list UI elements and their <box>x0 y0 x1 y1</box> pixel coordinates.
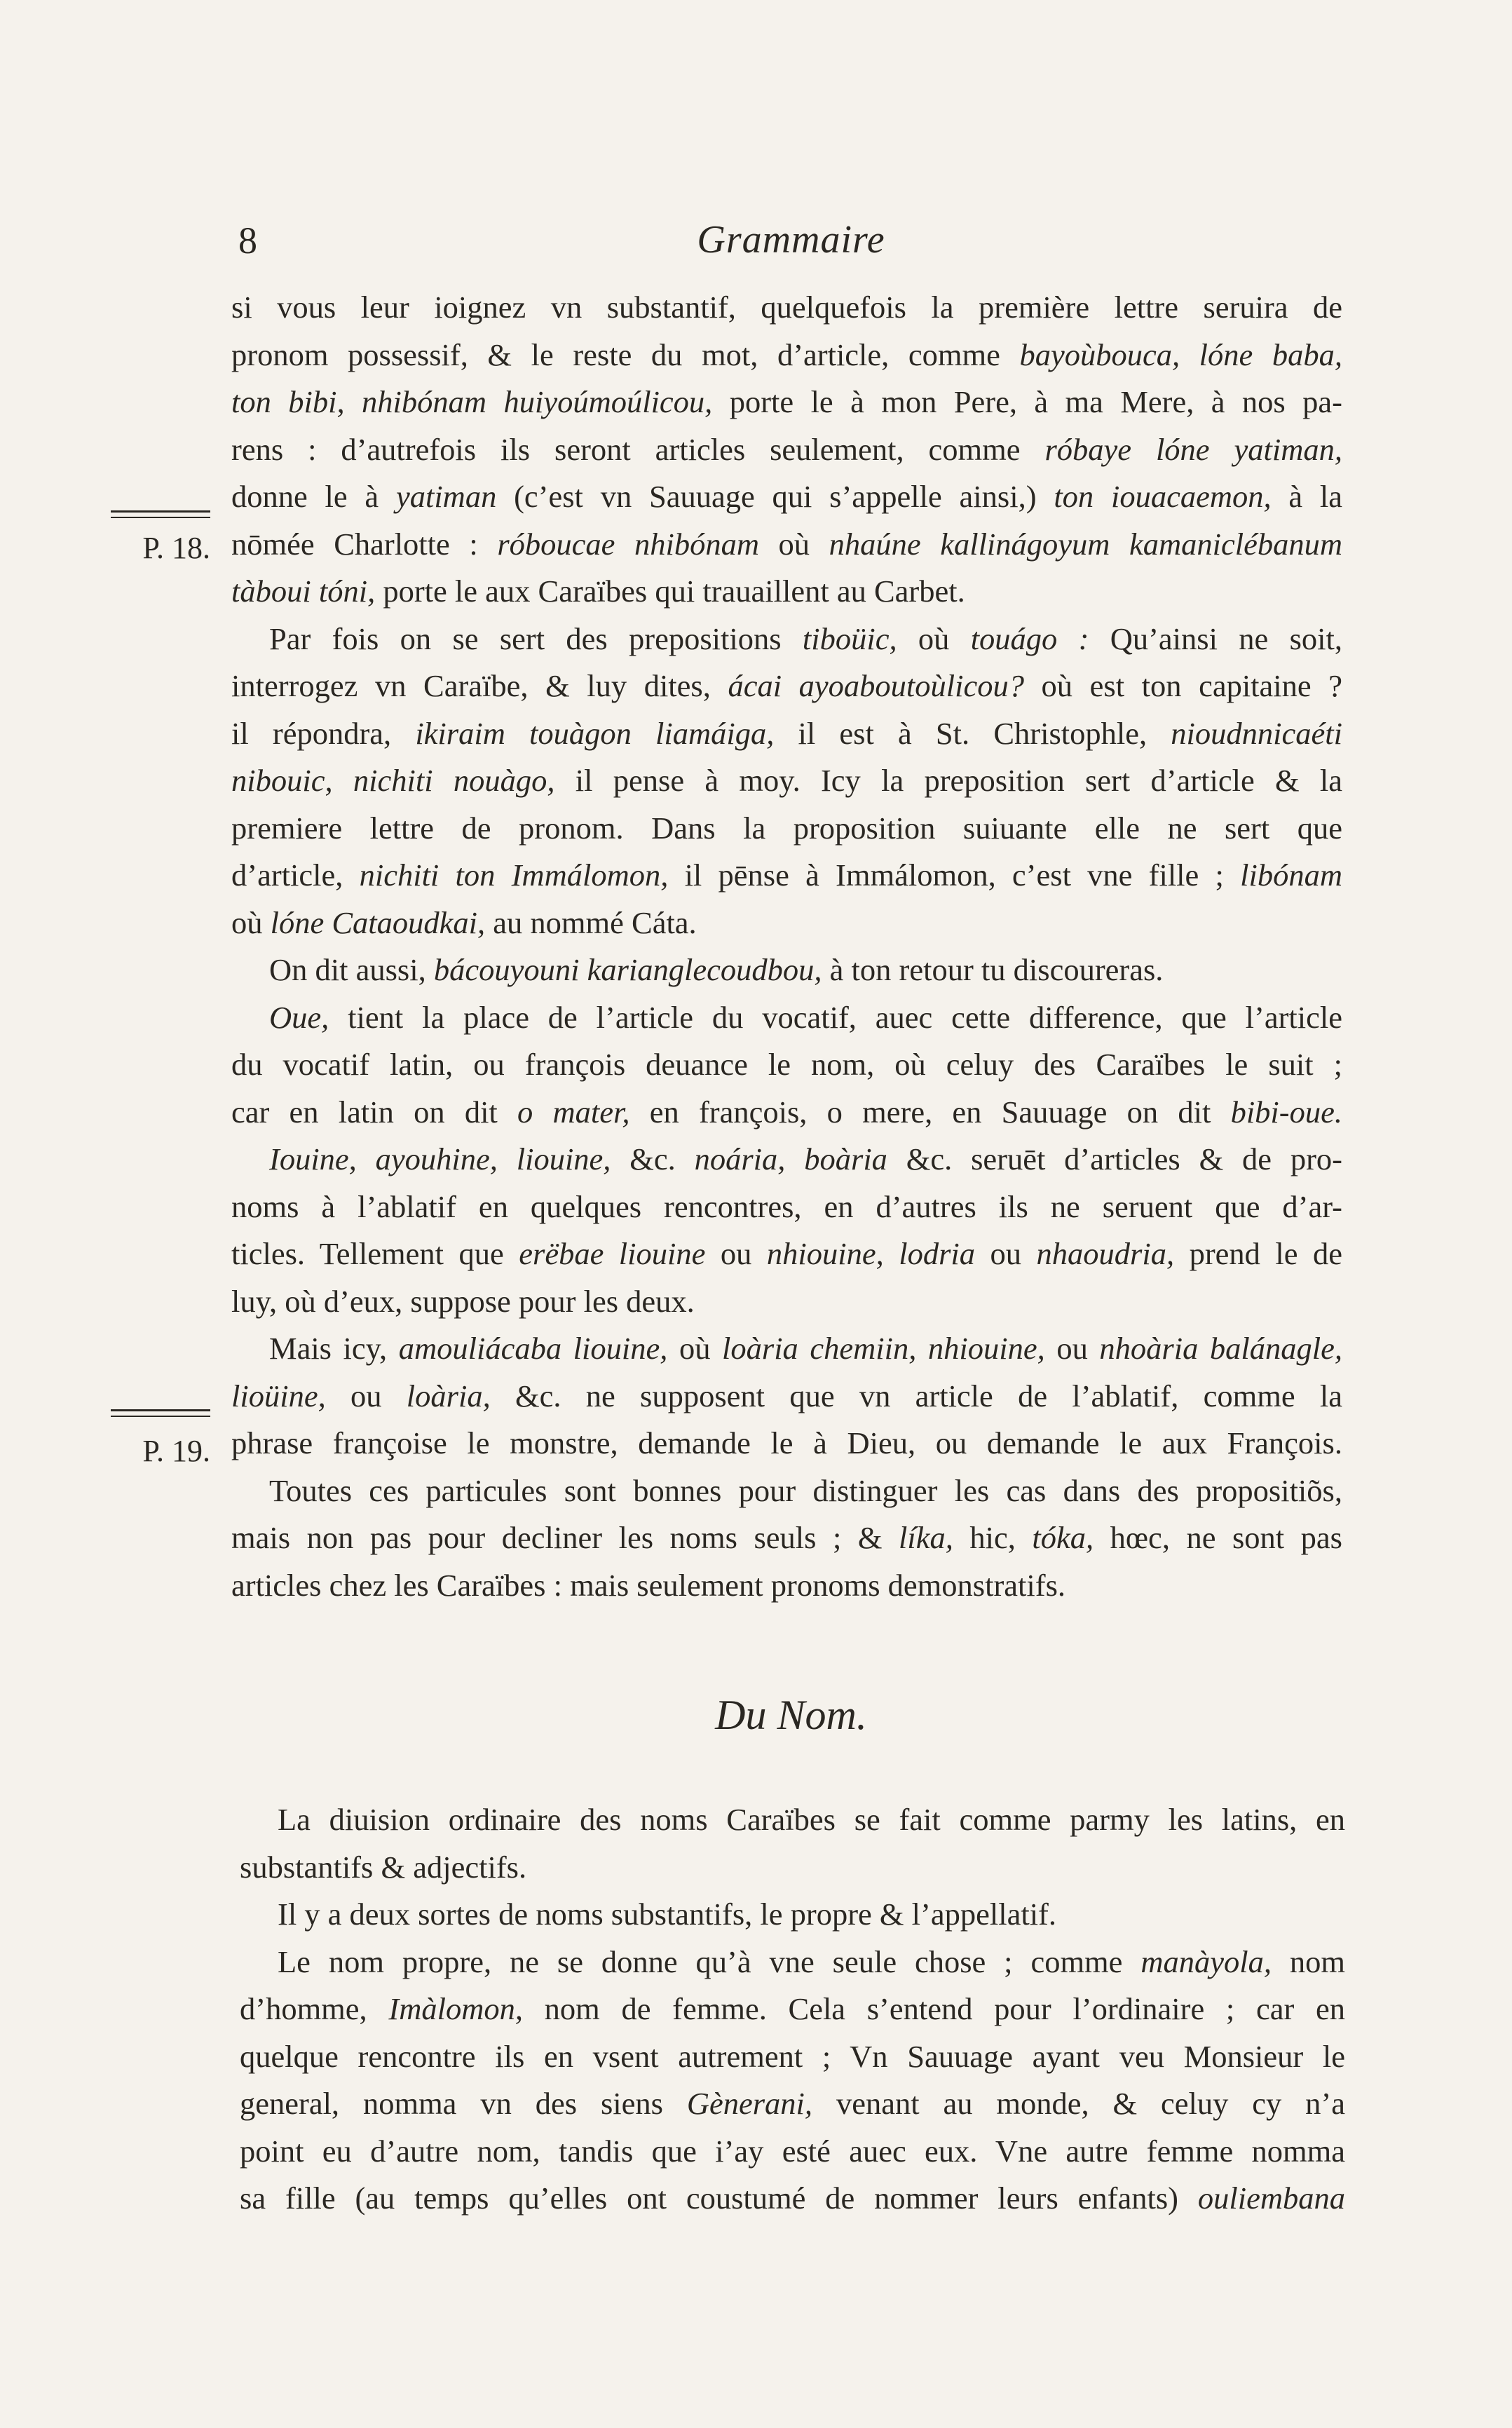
text-line: La diuision ordinaire des noms Caraïbes se fait comme parmy les latins, en <box>278 1802 1345 1837</box>
text-line: ton bibi, nhibónam huiyoúmoúlicou, porte le à mon Pere, à ma Mere, à nos pa- <box>231 384 1342 419</box>
text-line: Toutes ces particules sont bonnes pour distinguer les cas dans des propositiõs, <box>269 1472 1342 1508</box>
text-line: lioüine, ou loària, &c. ne supposent que vn article de l’ablatif, comme la <box>231 1378 1342 1413</box>
running-title: Grammaire <box>697 218 885 262</box>
text-line: d’homme, Imàlomon, nom de femme. Cela s’entend pour l’ordinaire ; car en <box>240 1991 1345 2026</box>
text-line: car en latin on dit o mater, en françois, o mere, en Sauuage on dit bibi-oue. <box>231 1094 1342 1130</box>
text-line: Oue, tient la place de l’article du vocatif, auec cette difference, que l’article <box>269 999 1342 1035</box>
text-line: substantifs & adjectifs. <box>240 1849 527 1885</box>
text-line: sa fille (au temps qu’elles ont coustumé de nommer leurs enfants) ouliembana <box>240 2181 1345 2216</box>
text-line: du vocatif latin, ou françois deuance le nom, où celuy des Caraïbes le suit ; <box>231 1047 1342 1082</box>
text-line: general, nomma vn des siens Gènerani, venant au monde, & celuy cy n’a <box>240 2086 1345 2121</box>
text-line: pronom possessif, & le reste du mot, d’article, comme bayoùbouca, lóne baba, <box>231 337 1342 372</box>
text-line: nōmée Charlotte : róboucae nhibónam où nhaúne kallinágoyum kamaniclébanum <box>231 526 1343 562</box>
text-line: mais non pas pour decliner les noms seuls ; & líka, hic, tóka, hœc, ne sont pas <box>231 1520 1342 1555</box>
margin-note-p19: P. 19. <box>142 1434 210 1468</box>
text-line: point eu d’autre nom, tandis que i’ay esté auec eux. Vne autre femme nomma <box>240 2133 1345 2169</box>
main-text-block <box>231 284 1342 1609</box>
text-line: Par fois on se sert des prepositions tiboüic, où touágo : Qu’ainsi ne soit, <box>269 620 1342 656</box>
text-line: si vous leur ioignez vn substantif, quelquefois la première lettre seruira de <box>231 290 1342 325</box>
margin-note-p18: P. 18. <box>142 531 210 565</box>
text-line: noms à l’ablatif en quelques rencontres, en d’autres ils ne seruent que d’ar- <box>231 1188 1342 1224</box>
text-line: il répondra, ikiraim touàgon liamáiga, il est à St. Christophle, nioudnnicaéti <box>231 715 1342 751</box>
text-line: luy, où d’eux, suppose pour les deux. <box>231 1283 695 1319</box>
page-number: 8 <box>238 219 257 262</box>
text-line: où lóne Cataoudkai, au nommé Cáta. <box>231 904 697 940</box>
text-line: tàboui tóni, porte le aux Caraïbes qui trauaillent au Carbet. <box>231 574 965 609</box>
text-line: Le nom propre, ne se donne qu’à vne seule chose ; comme manàyola, nom <box>278 1944 1345 1979</box>
text-line: quelque rencontre ils en vsent autrement ; Vn Sauuage ayant veu Monsieur le <box>240 2038 1345 2074</box>
margin-rule-2 <box>111 1409 210 1411</box>
text-line: nibouic, nichiti nouàgo, il pense à moy. Icy la preposition sert d’article & la <box>231 763 1342 798</box>
text-line: Il y a deux sortes de noms substantifs, le propre & l’appellatif. <box>278 1897 1057 1932</box>
text-line: phrase françoise le monstre, demande le à Dieu, ou demande le aux François. <box>231 1425 1342 1460</box>
text-line: ticles. Tellement que erëbae liouine ou nhiouine, lodria ou nhaoudria, prend le de <box>231 1236 1342 1271</box>
text-line: On dit aussi, bácouyouni karianglecoudbou, à ton retour tu discoureras. <box>269 952 1164 987</box>
text-line: rens : d’autrefois ils seront articles seulement, comme róbaye lóne yatiman, <box>231 431 1342 467</box>
text-line: donne le à yatiman (c’est vn Sauuage qui s’appelle ainsi,) ton iouacaemon, à la <box>231 479 1343 514</box>
section-heading: Du Nom. <box>715 1692 867 1738</box>
text-line: d’article, nichiti ton Immálomon, il pēnse à Immálomon, c’est vne fille ; libónam <box>231 857 1342 893</box>
text-line: interrogez vn Caraïbe, & luy dites, ácai ayoaboutoùlicou? où est ton capitaine ? <box>231 668 1342 703</box>
margin-rule-1 <box>111 510 210 513</box>
second-text-block <box>240 1796 1345 2223</box>
text-line: premiere lettre de pronom. Dans la proposition suiuante elle ne sert que <box>231 810 1342 846</box>
text-line: Iouine, ayouhine, liouine, &c. noária, boària &c. seruēt d’articles & de pro- <box>269 1141 1342 1176</box>
text-line: articles chez les Caraïbes : mais seulement pronoms demonstratifs. <box>231 1567 1066 1603</box>
text-line: Mais icy, amouliácaba liouine, où loària chemiin, nhiouine, ou nhoària balánagle, <box>269 1331 1343 1366</box>
